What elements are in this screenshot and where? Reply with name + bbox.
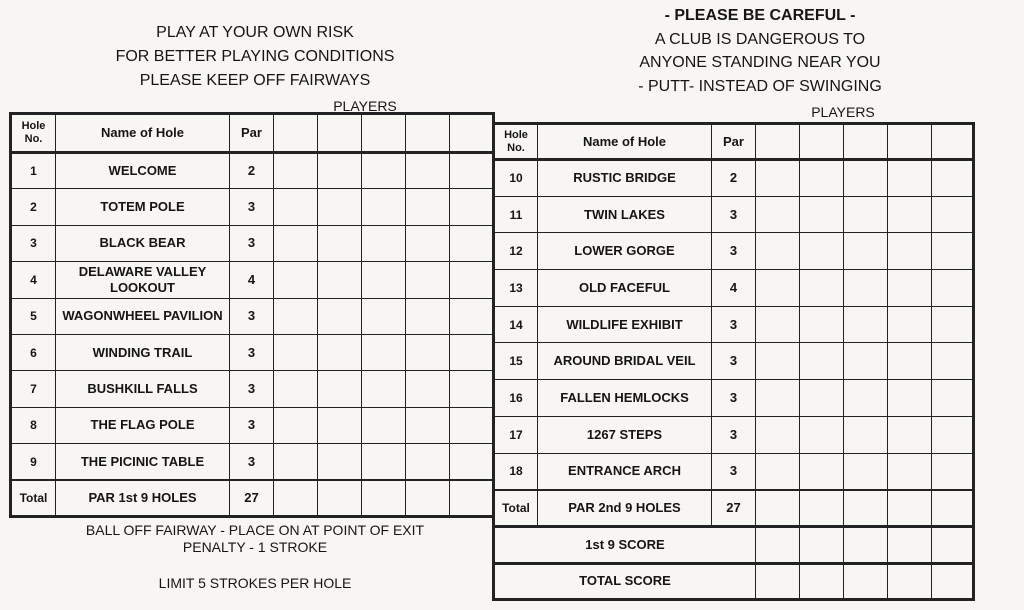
player-score-cell[interactable] — [888, 380, 932, 417]
player-score-cell[interactable] — [318, 334, 362, 370]
player-score-cell[interactable] — [888, 453, 932, 490]
player-score-cell[interactable] — [932, 124, 974, 160]
player-score-cell[interactable] — [450, 153, 494, 189]
hole-number: 2 — [11, 189, 56, 225]
player-score-cell[interactable] — [406, 480, 450, 516]
player-score-cell[interactable] — [406, 262, 450, 298]
notice-keep-off-fairways: PLEASE KEEP OFF FAIRWAYS — [139, 72, 371, 89]
player-score-cell[interactable] — [800, 270, 844, 307]
player-score-cell[interactable] — [888, 270, 932, 307]
player-score-cell[interactable] — [888, 343, 932, 380]
player-score-cell[interactable] — [756, 380, 800, 417]
hole-par: 3 — [712, 306, 756, 343]
player-score-cell[interactable] — [450, 444, 494, 480]
player-score-cell[interactable] — [800, 416, 844, 453]
player-score-cell[interactable] — [274, 480, 318, 516]
table-row — [11, 262, 494, 298]
notice-putt-instead: - PUTT- INSTEAD OF SWINGING — [638, 78, 882, 95]
player-score-cell[interactable] — [844, 343, 888, 380]
hole-number: 17 — [494, 416, 538, 453]
player-score-cell[interactable] — [318, 262, 362, 298]
player-score-cell[interactable] — [406, 153, 450, 189]
player-score-cell[interactable] — [450, 334, 494, 370]
hole-name: 1267 STEPS — [538, 416, 712, 453]
player-score-cell[interactable] — [888, 124, 932, 160]
hole-name: TOTEM POLE — [56, 189, 230, 225]
player-score-cell[interactable] — [318, 480, 362, 516]
hole-number: 1 — [11, 153, 56, 189]
player-score-cell[interactable] — [756, 124, 800, 160]
notice-club-dangerous: A CLUB IS DANGEROUS TO — [654, 31, 866, 48]
front-nine-scorecard — [9, 112, 495, 518]
player-score-cell[interactable] — [932, 380, 974, 417]
player-score-cell[interactable] — [932, 306, 974, 343]
player-score-cell[interactable] — [932, 563, 974, 600]
hole-number: 7 — [11, 371, 56, 407]
player-score-cell[interactable] — [888, 233, 932, 270]
players-label-right: PLAYERS — [811, 104, 875, 120]
hole-par: 3 — [712, 196, 756, 233]
player-score-cell[interactable] — [844, 270, 888, 307]
player-score-cell[interactable] — [318, 225, 362, 261]
hole-par: 4 — [230, 262, 274, 298]
hole-number: 18 — [494, 453, 538, 490]
player-score-cell[interactable] — [274, 114, 318, 153]
player-score-cell[interactable] — [932, 453, 974, 490]
hole-number: 11 — [494, 196, 538, 233]
player-score-cell[interactable] — [800, 453, 844, 490]
first-nine-score-row-label: 1st 9 SCORE — [494, 526, 756, 563]
player-score-cell[interactable] — [932, 160, 974, 197]
hole-par: 2 — [230, 153, 274, 189]
player-score-cell[interactable] — [362, 153, 406, 189]
hole-par: 3 — [230, 407, 274, 443]
player-score-cell[interactable] — [932, 196, 974, 233]
hole-number: 13 — [494, 270, 538, 307]
hole-number: 9 — [11, 444, 56, 480]
player-score-cell[interactable] — [274, 371, 318, 407]
hole-par: 3 — [230, 298, 274, 334]
player-score-cell[interactable] — [450, 262, 494, 298]
player-score-cell[interactable] — [274, 153, 318, 189]
hole-number: 12 — [494, 233, 538, 270]
table-row — [11, 153, 494, 189]
player-score-cell[interactable] — [318, 114, 362, 153]
total-par-value: 27 — [230, 480, 274, 516]
hole-name: THE PICINIC TABLE — [56, 444, 230, 480]
table-row — [11, 334, 494, 370]
notice-please-be-careful: - PLEASE BE CAREFUL - — [664, 7, 856, 24]
player-score-cell[interactable] — [362, 189, 406, 225]
hole-name: WILDLIFE EXHIBIT — [538, 306, 712, 343]
hole-name: AROUND BRIDAL VEIL — [538, 343, 712, 380]
player-score-cell[interactable] — [888, 563, 932, 600]
hole-name: ENTRANCE ARCH — [538, 453, 712, 490]
player-score-cell[interactable] — [362, 407, 406, 443]
total-par-value: 27 — [712, 490, 756, 527]
player-score-cell[interactable] — [844, 196, 888, 233]
hole-par: 2 — [712, 160, 756, 197]
player-score-cell[interactable] — [274, 189, 318, 225]
hole-name: BLACK BEAR — [56, 225, 230, 261]
player-score-cell[interactable] — [450, 298, 494, 334]
player-score-cell[interactable] — [406, 371, 450, 407]
player-score-cell[interactable] — [800, 526, 844, 563]
player-score-cell[interactable] — [406, 114, 450, 153]
player-score-cell[interactable] — [844, 453, 888, 490]
player-score-cell[interactable] — [844, 490, 888, 527]
par-header: Par — [230, 114, 274, 153]
player-score-cell[interactable] — [756, 453, 800, 490]
player-score-cell[interactable] — [274, 334, 318, 370]
hole-number: 4 — [11, 262, 56, 298]
table-row — [494, 233, 974, 270]
player-score-cell[interactable] — [932, 490, 974, 527]
notice-play-own-risk: PLAY AT YOUR OWN RISK — [156, 24, 354, 41]
player-score-cell[interactable] — [318, 371, 362, 407]
player-score-cell[interactable] — [318, 407, 362, 443]
player-score-cell[interactable] — [932, 343, 974, 380]
player-score-cell[interactable] — [450, 371, 494, 407]
player-score-cell[interactable] — [274, 298, 318, 334]
player-score-cell[interactable] — [932, 233, 974, 270]
hole-name-header: Name of Hole — [538, 124, 712, 160]
table-row — [494, 306, 974, 343]
player-score-cell[interactable] — [274, 225, 318, 261]
player-score-cell[interactable] — [406, 225, 450, 261]
player-score-cell[interactable] — [274, 444, 318, 480]
player-score-cell[interactable] — [450, 114, 494, 153]
hole-number: 15 — [494, 343, 538, 380]
table-row — [494, 160, 974, 197]
player-score-cell[interactable] — [756, 233, 800, 270]
table-row — [494, 270, 974, 307]
player-score-cell[interactable] — [756, 563, 800, 600]
player-score-cell[interactable] — [756, 270, 800, 307]
total-score-row — [494, 563, 974, 600]
hole-par: 3 — [230, 189, 274, 225]
hole-par: 3 — [230, 371, 274, 407]
player-score-cell[interactable] — [800, 124, 844, 160]
hole-no-header: Hole No. — [494, 124, 538, 160]
player-score-cell[interactable] — [888, 526, 932, 563]
player-score-cell[interactable] — [844, 233, 888, 270]
player-score-cell[interactable] — [932, 270, 974, 307]
player-score-cell[interactable] — [362, 298, 406, 334]
player-score-cell[interactable] — [888, 490, 932, 527]
table-row — [494, 416, 974, 453]
player-score-cell[interactable] — [800, 233, 844, 270]
player-score-cell[interactable] — [888, 306, 932, 343]
total-par-label: PAR 1st 9 HOLES — [56, 480, 230, 516]
player-score-cell[interactable] — [800, 563, 844, 600]
hole-par: 3 — [712, 416, 756, 453]
player-score-cell[interactable] — [756, 343, 800, 380]
hole-number: 16 — [494, 380, 538, 417]
player-score-cell[interactable] — [756, 160, 800, 197]
player-score-cell[interactable] — [362, 480, 406, 516]
player-score-cell[interactable] — [756, 306, 800, 343]
hole-name: BUSHKILL FALLS — [56, 371, 230, 407]
table-row — [11, 371, 494, 407]
player-score-cell[interactable] — [362, 262, 406, 298]
player-score-cell[interactable] — [800, 196, 844, 233]
hole-name: FALLEN HEMLOCKS — [538, 380, 712, 417]
player-score-cell[interactable] — [450, 407, 494, 443]
player-score-cell[interactable] — [844, 380, 888, 417]
player-score-cell[interactable] — [888, 196, 932, 233]
player-score-cell[interactable] — [756, 526, 800, 563]
table-row — [494, 453, 974, 490]
player-score-cell[interactable] — [318, 153, 362, 189]
player-score-cell[interactable] — [844, 526, 888, 563]
player-score-cell[interactable] — [844, 563, 888, 600]
hole-name: DELAWARE VALLEY LOOKOUT — [56, 262, 230, 298]
player-score-cell[interactable] — [800, 343, 844, 380]
player-score-cell[interactable] — [844, 160, 888, 197]
player-score-cell[interactable] — [274, 407, 318, 443]
player-score-cell[interactable] — [756, 490, 800, 527]
player-score-cell[interactable] — [450, 225, 494, 261]
table-row — [11, 407, 494, 443]
hole-par: 3 — [230, 334, 274, 370]
total-label: Total — [11, 480, 56, 516]
player-score-cell[interactable] — [844, 306, 888, 343]
hole-par: 3 — [712, 343, 756, 380]
hole-name: WAGONWHEEL PAVILION — [56, 298, 230, 334]
rule-penalty: PENALTY - 1 STROKE — [182, 539, 328, 555]
table-row — [494, 343, 974, 380]
hole-name-header: Name of Hole — [56, 114, 230, 153]
hole-name: RUSTIC BRIDGE — [538, 160, 712, 197]
first-nine-score-row — [494, 526, 974, 563]
player-score-cell[interactable] — [406, 298, 450, 334]
hole-name: WELCOME — [56, 153, 230, 189]
player-score-cell[interactable] — [274, 262, 318, 298]
total-row — [494, 490, 974, 527]
total-par-label: PAR 2nd 9 HOLES — [538, 490, 712, 527]
total-label: Total — [494, 490, 538, 527]
player-score-cell[interactable] — [450, 189, 494, 225]
hole-number: 10 — [494, 160, 538, 197]
hole-number: 14 — [494, 306, 538, 343]
players-label-left: PLAYERS — [333, 98, 397, 114]
player-score-cell[interactable] — [318, 189, 362, 225]
player-score-cell[interactable] — [450, 480, 494, 516]
hole-name: WINDING TRAIL — [56, 334, 230, 370]
hole-number: 6 — [11, 334, 56, 370]
table-row — [11, 189, 494, 225]
hole-name: LOWER GORGE — [538, 233, 712, 270]
hole-number: 8 — [11, 407, 56, 443]
hole-par: 3 — [230, 225, 274, 261]
hole-par: 3 — [712, 380, 756, 417]
player-score-cell[interactable] — [406, 334, 450, 370]
total-row — [11, 480, 494, 516]
player-score-cell[interactable] — [406, 444, 450, 480]
table-row — [11, 225, 494, 261]
player-score-cell[interactable] — [800, 160, 844, 197]
hole-name: OLD FACEFUL — [538, 270, 712, 307]
hole-par: 3 — [230, 444, 274, 480]
player-score-cell[interactable] — [756, 416, 800, 453]
hole-par: 3 — [712, 453, 756, 490]
hole-number: 3 — [11, 225, 56, 261]
player-score-cell[interactable] — [318, 444, 362, 480]
table-row — [494, 196, 974, 233]
player-score-cell[interactable] — [932, 526, 974, 563]
notice-better-conditions: FOR BETTER PLAYING CONDITIONS — [115, 48, 395, 65]
header-row — [494, 124, 974, 160]
player-score-cell[interactable] — [800, 380, 844, 417]
player-score-cell[interactable] — [844, 124, 888, 160]
table-row — [11, 444, 494, 480]
header-row — [11, 114, 494, 153]
player-score-cell[interactable] — [844, 416, 888, 453]
player-score-cell[interactable] — [406, 189, 450, 225]
player-score-cell[interactable] — [362, 444, 406, 480]
par-header: Par — [712, 124, 756, 160]
hole-par: 4 — [712, 270, 756, 307]
player-score-cell[interactable] — [756, 196, 800, 233]
player-score-cell[interactable] — [800, 490, 844, 527]
hole-no-header: Hole No. — [11, 114, 56, 153]
player-score-cell[interactable] — [318, 298, 362, 334]
player-score-cell[interactable] — [888, 160, 932, 197]
player-score-cell[interactable] — [362, 225, 406, 261]
player-score-cell[interactable] — [406, 407, 450, 443]
table-row — [11, 298, 494, 334]
total-score-row-label: TOTAL SCORE — [494, 563, 756, 600]
notice-standing-near: ANYONE STANDING NEAR YOU — [639, 54, 881, 71]
rule-ball-off-fairway: BALL OFF FAIRWAY - PLACE ON AT POINT OF EXIT — [85, 522, 425, 538]
player-score-cell[interactable] — [932, 416, 974, 453]
player-score-cell[interactable] — [888, 416, 932, 453]
player-score-cell[interactable] — [362, 371, 406, 407]
hole-name: TWIN LAKES — [538, 196, 712, 233]
back-nine-scorecard — [492, 122, 975, 601]
player-score-cell[interactable] — [362, 334, 406, 370]
hole-name: THE FLAG POLE — [56, 407, 230, 443]
table-row — [494, 380, 974, 417]
hole-par: 3 — [712, 233, 756, 270]
player-score-cell[interactable] — [362, 114, 406, 153]
rule-limit-strokes: LIMIT 5 STROKES PER HOLE — [158, 575, 352, 591]
player-score-cell[interactable] — [800, 306, 844, 343]
hole-number: 5 — [11, 298, 56, 334]
